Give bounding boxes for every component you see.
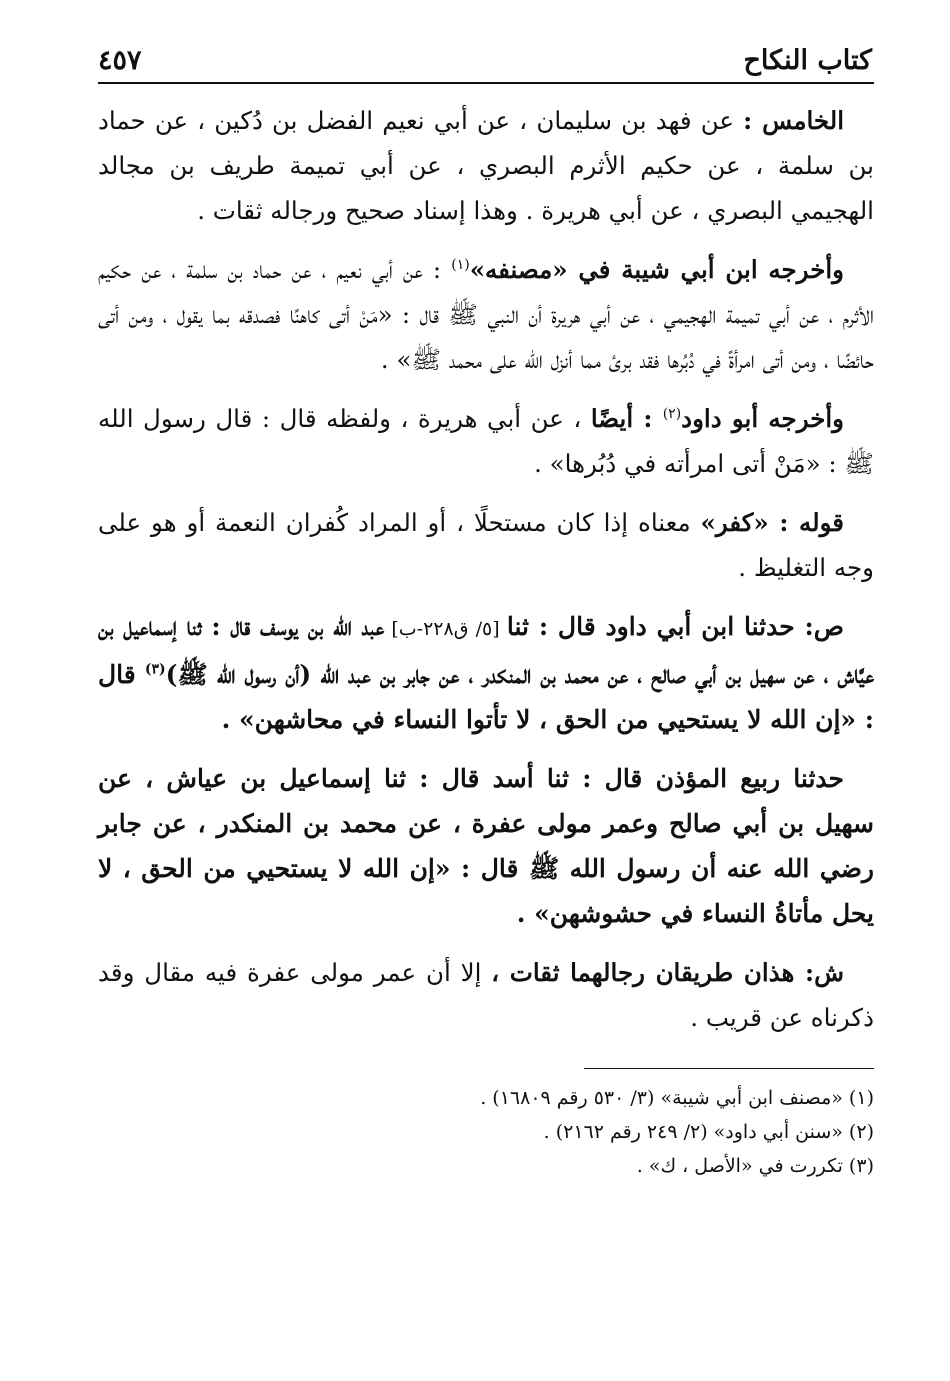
paragraph-text-2: قال : «إن الله لا يستحيي من الحق ، لا تأتوا النساء في محاشهن» . <box>98 660 874 734</box>
paragraph-lead: قوله : «كفر» <box>700 508 844 537</box>
paragraph-abu-dawud <box>98 396 874 486</box>
paragraph-ibn-abi-shayba <box>98 247 874 382</box>
footnote-1: (١) «مصنف ابن أبي شيبة» (٣/ ٥٣٠ رقم ١٦٨٠٩) . <box>480 1087 874 1109</box>
footnote-ref: (١) <box>451 256 470 273</box>
footnote-separator <box>584 1068 874 1069</box>
footnote-ref: (٣) <box>144 661 166 678</box>
main-text <box>98 98 874 1040</box>
paragraph-sharh <box>98 950 874 1040</box>
paragraph-matn-2 <box>98 756 874 936</box>
paragraph-text: معناه إذا كان مستحلًا ، أو المراد كُفران النعمة أو هو على وجه التغليظ . <box>98 508 874 582</box>
paragraph-text: حدثنا ربيع المؤذن قال : ثنا أسد قال : ثنا إسماعيل بن عياش ، عن سهيل بن أبي صالح وعمر مولى عفرة ، عن محمد بن المنكدر ، عن جابر رضي الله عنه أن رسول الله ﷺ قال : «إن الله لا يستحيي من الحق ، لا يحل مأتاةُ النساء في حشوشهن» . <box>98 764 874 928</box>
book-page <box>98 30 874 1183</box>
paragraph-text: ، عن أبي هريرة ، ولفظه قال : قال رسول الله ﷺ : «مَنْ أتى امرأته في دُبُرها» . <box>98 404 874 478</box>
paragraph-kufr <box>98 500 874 590</box>
paragraph-matn-1 <box>98 604 874 742</box>
paragraph-lead: الخامس : <box>743 106 845 135</box>
paragraph-text: عن فهد بن سليمان ، عن أبي نعيم الفضل بن دُكين ، عن حماد بن سلمة ، عن حكيم الأثرم البصري ، عن أبي تميمة طريف بن مجالد الهجيمي البصري ، عن أبي هريرة . وهذا إسناد صحيح ورجاله ثقات . <box>98 106 874 225</box>
footnotes <box>98 1081 874 1183</box>
footnote-2: (٢) «سنن أبي داود» (٢/ ٢٤٩ رقم ٢١٦٢) . <box>543 1121 874 1143</box>
footnote-3: (٣) تكررت في «الأصل ، ك» . <box>636 1155 874 1177</box>
paragraph-text: عبد الله بن يوسف قال : ثنا إسماعيل بن عيَّاش ، عن سهيل بن أبي صالح ، عن محمد بن المنكدر ، عن جابر بن عبد الله (أن رسول الله ﷺ) <box>98 612 875 689</box>
page-header <box>98 30 874 84</box>
footnote-ref: (٢) <box>662 405 682 422</box>
paragraph-lead: ص: حدثنا ابن أبي داود قال : ثنا <box>506 612 845 641</box>
paragraph-lead: وأخرجه ابن أبي شيبة في «مصنفه» <box>469 255 844 284</box>
running-title: كتاب النكاح <box>743 45 872 76</box>
paragraph-text: إلا أن عمر مولى عفرة فيه مقال وقد ذكرناه عن قريب . <box>98 958 874 1032</box>
manuscript-ref: [٥/ ق٢٢٨-ب] <box>384 618 507 640</box>
paragraph-lead: وأخرجه أبو داود <box>681 404 844 433</box>
paragraph-fifth-chain <box>98 98 874 233</box>
page-number: ٤٥٧ <box>98 45 142 76</box>
paragraph-bold-text: : أيضًا <box>590 404 663 433</box>
paragraph-lead: ش: هذان طريقان رجالهما ثقات ، <box>491 958 844 987</box>
paragraph-text: : عن أبي نعيم ، عن حماد بن سلمة ، عن حكيم الأثرم ، عن أبي تميمة الهجيمي ، عن أبي هريرة أن النبي ﷺ قال : «مَنْ أتى كاهنًا فصدقه بما يقول ، ومن أتى حائضًا ، ومن أتى امرأةً في دُبُرها فقد برئ مما أنزل الله على محمد ﷺ» . <box>98 255 874 374</box>
